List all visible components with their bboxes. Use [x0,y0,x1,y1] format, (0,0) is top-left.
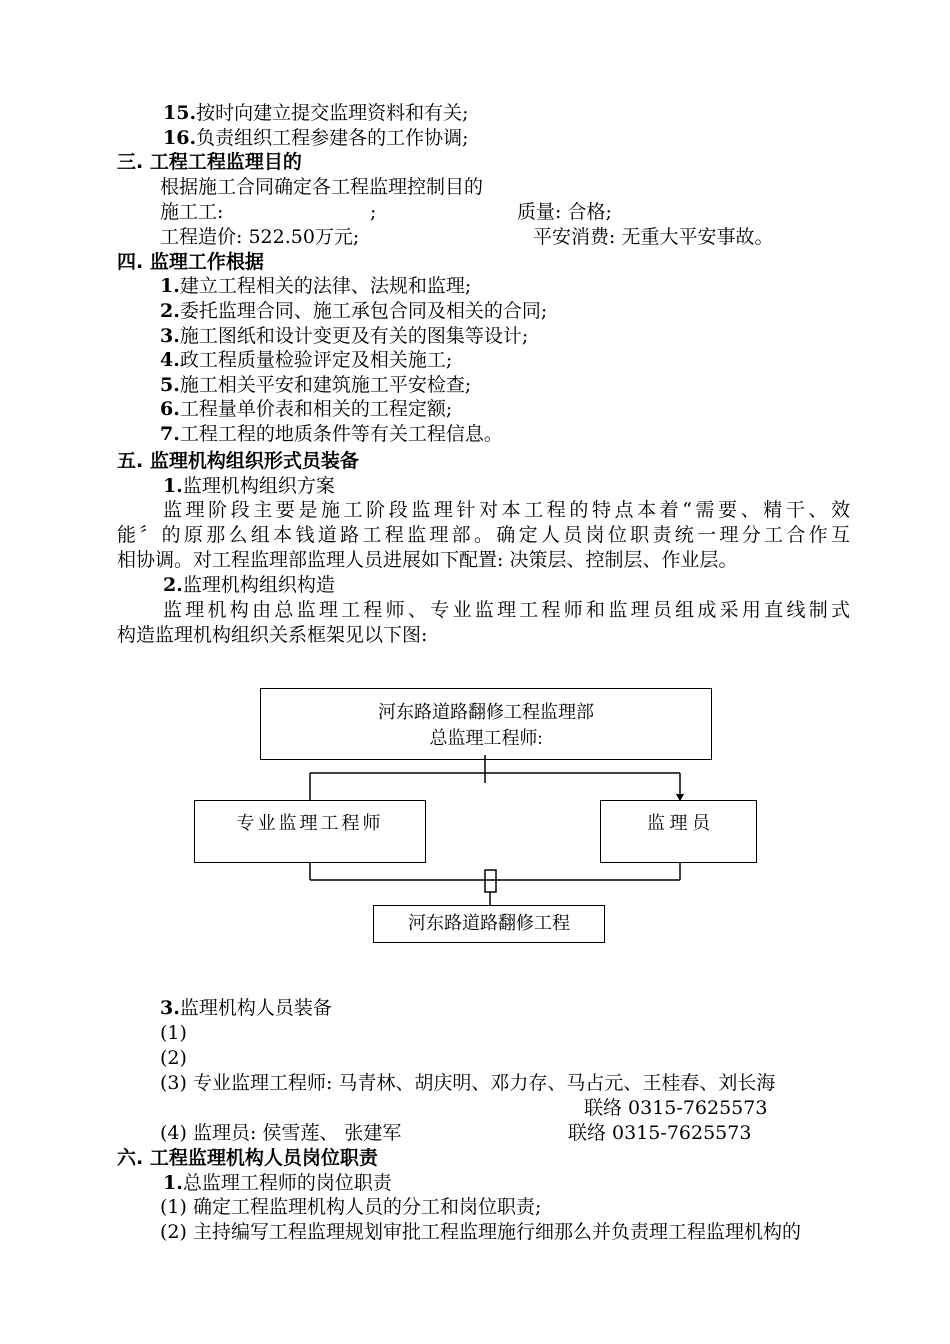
contact: 联络 0315-7625573 [568,1122,752,1144]
section-heading: 四. 监理工作根据 [117,251,264,273]
paragraph-line: 相协调。对工程监理部监理人员进展如下配置: 决策层、控制层、作业层。 [117,549,738,571]
list-item: (2) 主持编写工程监理规划审批工程监理施行细那么并负责理工程监理机构的 [160,1221,801,1243]
quality-target: 质量: 合格; [517,201,612,223]
subheading: 2.监理机构组织构造 [163,574,335,596]
paragraph: 根据施工合同确定各工程监理控制目的 [160,176,484,198]
contact: 联络 0315-7625573 [584,1097,768,1119]
paragraph-line: 构造监理机构组织关系框架见以下图: [117,624,428,646]
schedule-label: 施工工: [160,201,224,223]
paragraph-line: 能〞的原那么组本钱道路工程监理部。确定人员岗位职责统一理分工合作互 [117,524,850,546]
org-node-title: 河东路道路翻修工程监理部 [378,702,594,722]
list-item: 2.委托监理合同、施工承包合同及相关的合同; [160,300,548,322]
section-heading: 六. 工程监理机构人员岗位职责 [117,1147,378,1169]
subheading: 1.监理机构组织方案 [163,475,335,497]
paragraph-line: 监理机构由总监理工程师、专业监理工程师和监理员组成采用直线制式 [163,599,850,621]
list-item: 15.按时向建立提交监理资料和有关; [163,102,469,124]
section-heading: 三. 工程工程监理目的 [117,151,302,173]
list-item: 6.工程量单价表和相关的工程定额; [160,398,453,420]
list-item: 4.政工程质量检验评定及相关施工; [160,349,453,371]
list-item: 3.施工图纸和设计变更及有关的图集等设计; [160,325,529,347]
list-item: 5.施工相关平安和建筑施工平安检查; [160,374,472,396]
list-item: (3) 专业监理工程师: 马青林、胡庆明、邓力存、马占元、王桂春、刘长海 [160,1072,776,1094]
section-heading: 五. 监理机构组织形式员装备 [117,450,359,472]
org-node-right: 监 理 员 [600,800,757,863]
list-item: (4) 监理员: 侯雪莲、 张建军 [160,1122,402,1144]
paragraph-line: 监理阶段主要是施工阶段监理针对本工程的特点本着“需要、精干、效 [163,499,850,521]
schedule-separator: ; [370,201,377,223]
connector-box [485,870,496,892]
org-node-bottom: 河东路道路翻修工程 [373,905,605,943]
subheading: 1.总监理工程师的岗位职责 [163,1172,392,1194]
list-item: 16.负责组织工程参建各的工作协调; [163,127,469,149]
org-node-top [260,688,712,760]
safety-target: 平安消费: 无重大平安事故。 [533,226,774,248]
cost-target: 工程造价: 522.50万元; [160,226,360,248]
org-node-subtitle: 总监理工程师: [429,728,543,748]
list-item: 7.工程工程的地质条件等有关工程信息。 [160,423,503,445]
org-node-left: 专业监理工程师 [194,800,426,863]
list-item: (2) [160,1047,187,1069]
list-item: (1) 确定工程监理机构人员的分工和岗位职责; [160,1196,542,1218]
list-item: 1.建立工程相关的法律、法规和监理; [160,275,472,297]
list-item: (1) [160,1022,187,1044]
subheading: 3.监理机构人员装备 [160,997,332,1019]
